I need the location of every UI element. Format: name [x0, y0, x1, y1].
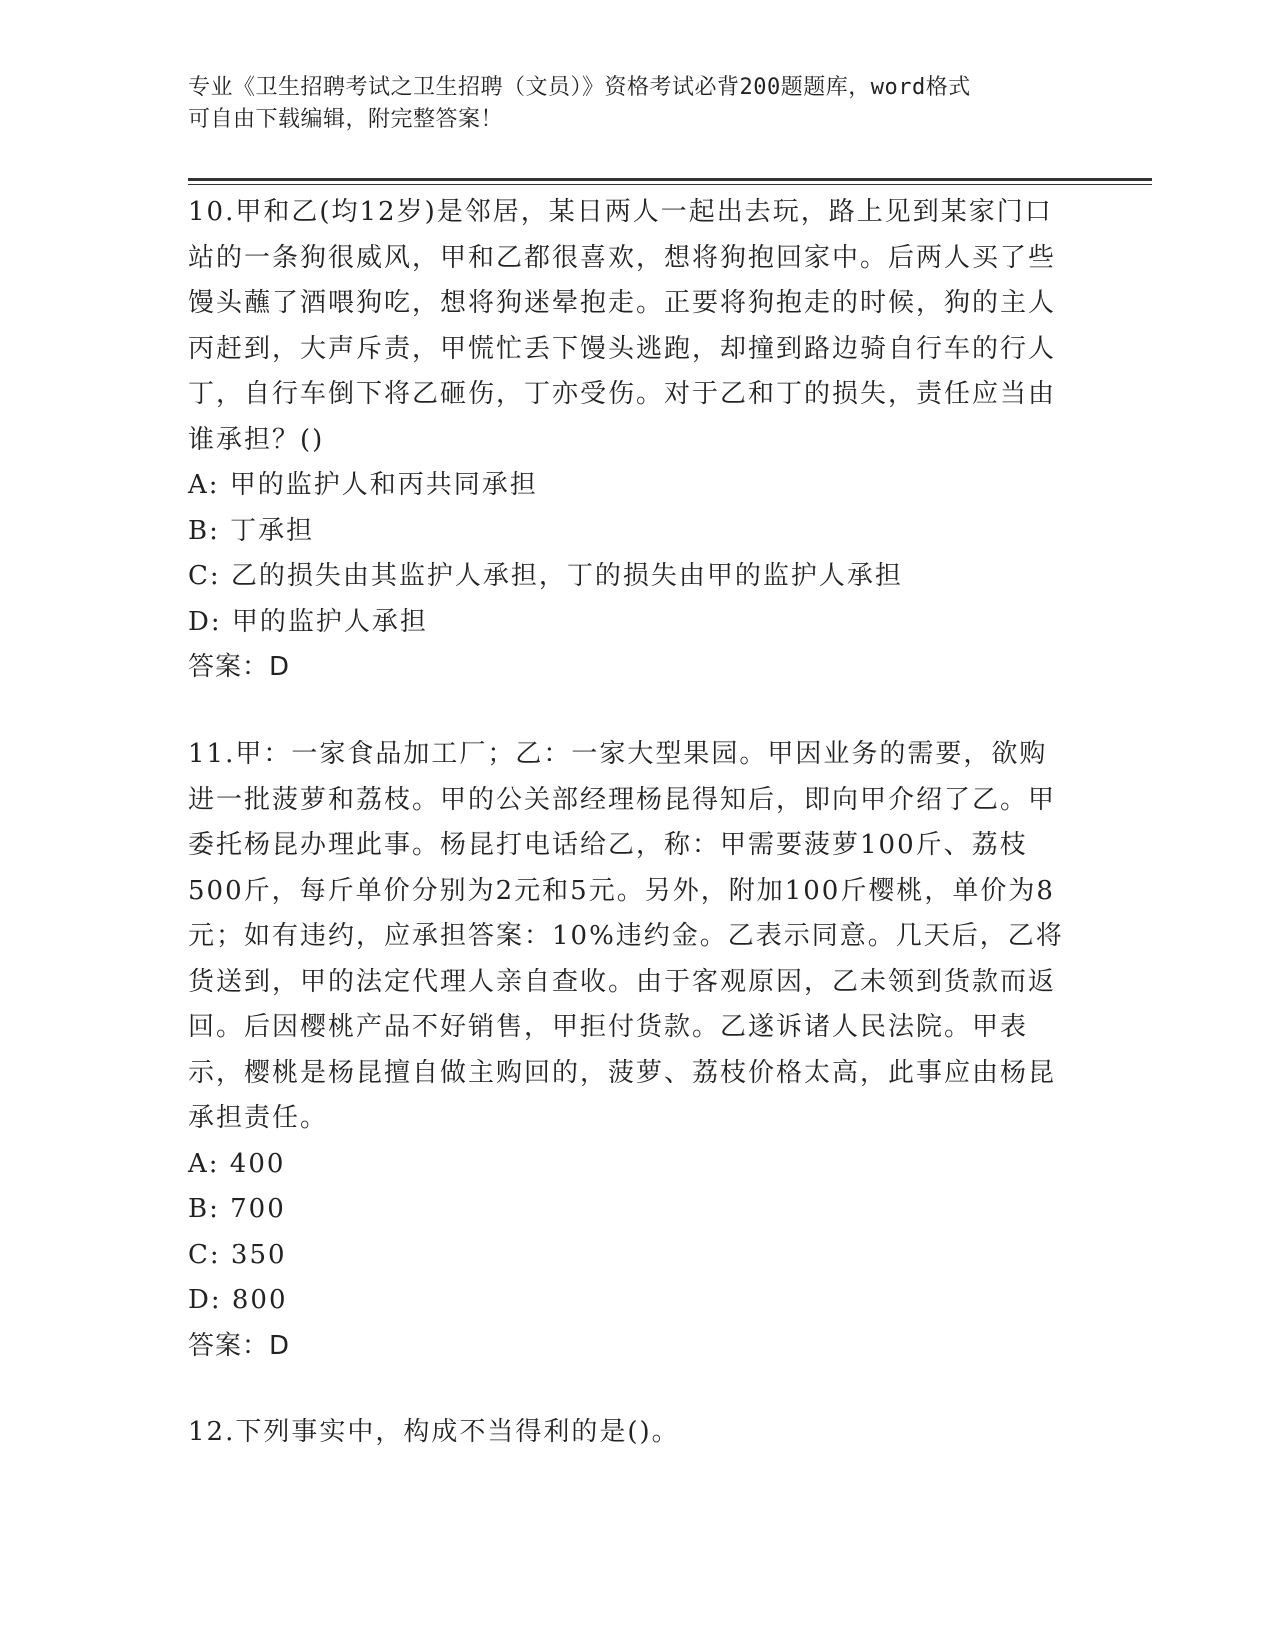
- answer-label: 答案：D: [188, 1330, 291, 1361]
- header-rule-thick: [188, 178, 1152, 181]
- option-b: B: 700: [188, 1194, 286, 1224]
- option-d: D: 甲的监护人承担: [188, 606, 428, 637]
- document-header: [188, 72, 1088, 136]
- question-text: 10.甲和乙(均12岁)是邻居，某日两人一起出去玩，路上见到某家门口站的一条狗很威风，甲和乙都很喜欢，想将狗抱回家中。后两人买了些馒头蘸了酒喂狗吃，想将狗迷晕抱走。正要将狗抱走的时候，狗的主人丙赶到，大声斥责，甲慌忙丢下馒头逃跑，却撞到路边骑自行车的行人丁，自行车倒下将乙砸伤，丁亦受伤。对于乙和丁的损失，责任应当由谁承担？(): [188, 197, 1057, 455]
- option-list: [188, 1142, 1068, 1324]
- option-b: B: 丁承担: [188, 515, 315, 546]
- answer-label: 答案：D: [188, 652, 291, 682]
- option-list: [188, 463, 1068, 645]
- header-line-1: 专业《卫生招聘考试之卫生招聘（文员）》资格考试必背200题题库，word格式: [188, 75, 971, 100]
- option-c: C: 350: [188, 1239, 287, 1270]
- option-a: A: 甲的监护人和丙共同承担: [188, 470, 538, 500]
- option-c: C: 乙的损失由其监护人承担，丁的损失由甲的监护人承担: [188, 561, 903, 591]
- question-text: 12.下列事实中，构成不当得利的是()。: [188, 1417, 680, 1447]
- question-text: 11.甲：一家食品加工厂；乙：一家大型果园。甲因业务的需要，欲购进一批菠萝和荔枝。甲的公关部经理杨昆得知后，即向甲介绍了乙。甲委托杨昆办理此事。杨昆打电话给乙，称：甲需要菠萝100斤、荔枝500斤，每斤单价分别为2元和5元。另外，附加100斤樱桃，单价为8元；如有违约，应承担答案：10%违约金。乙表示同意。几天后，乙将货送到，甲的法定代理人亲自查收。由于客观原因，乙未领到货款而返回。后因樱桃产品不好销售，甲拒付货款。乙遂诉诸人民法院。甲表示，樱桃是杨昆擅自做主购回的，菠萝、荔枝价格太高，此事应由杨昆承担责任。: [188, 739, 1064, 1133]
- option-a: A: 400: [188, 1148, 286, 1179]
- option-d: D: 800: [188, 1285, 288, 1315]
- header-line-2: 可自由下载编辑，附完整答案！: [188, 107, 504, 132]
- question-12: [188, 1410, 1068, 1456]
- header-rule-thin: [188, 184, 1152, 185]
- question-11: [188, 732, 1068, 1369]
- question-10: [188, 190, 1068, 691]
